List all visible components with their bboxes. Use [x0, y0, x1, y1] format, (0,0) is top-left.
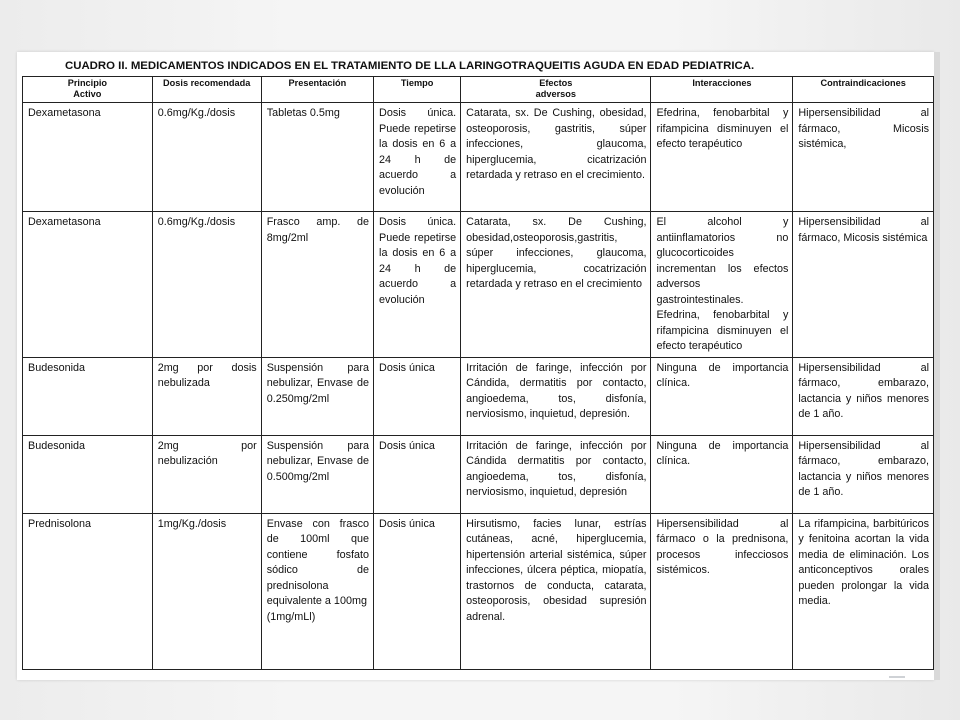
cell-presentacion: Suspensión para nebulizar, Envase de 0.500mg/2ml: [261, 435, 373, 513]
header-contraindicaciones: Contraindicaciones: [793, 77, 934, 103]
table-row: [23, 435, 934, 513]
cell-dosis: 2mg por dosis nebulizada: [152, 357, 261, 435]
page-edge-shadow: [934, 52, 940, 680]
header-principio-line1: Principio: [67, 78, 107, 88]
table-header-row: [23, 77, 934, 103]
cell-efectos: Catarata, sx. De Cushing, obesidad, osteoporosis, gastritis, súper infecciones, glaucoma, hiperglucemia, cicatrización retardada y retraso en el crecimiento.: [461, 103, 651, 212]
cell-dosis: 2mg por nebulización: [152, 435, 261, 513]
header-tiempo: Tiempo: [374, 77, 461, 103]
cell-dosis: 1mg/Kg./dosis: [152, 513, 261, 669]
cell-tiempo: Dosis única: [374, 435, 461, 513]
cell-efectos: Catarata, sx. De Cushing, obesidad,osteoporosis,gastritis, súper infecciones, glaucoma, hiperglucemia, cocatrización retardada y retraso en el crecimiento: [461, 212, 651, 358]
cell-interacciones: Efedrina, fenobarbital y rifampicina disminuyen el efecto terapéutico: [651, 103, 793, 212]
table-row: [23, 357, 934, 435]
cell-principio: Prednisolona: [23, 513, 153, 669]
interacciones-part2: Efedrina, fenobarbital y rifampicina disminuyen el efecto terapéutico: [656, 309, 789, 352]
cell-tiempo: Dosis única: [374, 513, 461, 669]
cell-efectos: Hirsutismo, facies lunar, estrías cutáneas, acné, hiperglucemia, hipertensión arterial sistémica, súper infecciones, úlcera péptica, miopatía, trastornos de conducta, catarata, osteoporosis, obesidad supresión adrenal.: [461, 513, 651, 669]
cell-contraindicaciones: Hipersensibilidad al fármaco, embarazo, lactancia y niños menores de 1 año.: [793, 435, 934, 513]
cell-tiempo: Dosis única. Puede repetirse la dosis en 6 a 24 h de acuerdo a evolución: [374, 212, 461, 358]
table-row: [23, 212, 934, 358]
cell-contraindicaciones: Hipersensibilidad al fármaco, Micosis sistémica,: [793, 103, 934, 212]
cell-dosis: 0.6mg/Kg./dosis: [152, 103, 261, 212]
header-dosis: Dosis recomendada: [152, 77, 261, 103]
interacciones-part1: El alcohol y antiinflamatorios no glucocorticoides incrementan los efectos adversos gastrointestinales.: [656, 216, 789, 306]
cell-principio: Budesonida: [23, 357, 153, 435]
cell-presentacion: [261, 513, 373, 669]
cell-tiempo: Dosis única: [374, 357, 461, 435]
table-row: [23, 513, 934, 669]
cell-presentacion: Frasco amp. de 8mg/2ml: [261, 212, 373, 358]
presentacion-part2: (1mg/mLl): [266, 610, 316, 623]
header-efectos-line2: adversos: [535, 89, 576, 99]
header-interacciones: Interacciones: [651, 77, 793, 103]
cell-principio: Dexametasona: [23, 103, 153, 212]
cell-contraindicaciones: Hipersensibilidad al fármaco, Micosis sistémica: [793, 212, 934, 358]
cell-interacciones: Ninguna de importancia clínica.: [651, 357, 793, 435]
slide-corner-mark: [889, 676, 905, 678]
cell-presentacion: Suspensión para nebulizar, Envase de 0.250mg/2ml: [261, 357, 373, 435]
cell-efectos: Irritación de faringe, infección por Cándida dermatitis por contacto, angioedema, tos, disfonía, nerviosismo, inquietud, depresión: [461, 435, 651, 513]
cell-interacciones: Hipersensibilidad al fármaco o la prednisona, procesos infecciosos sistémicos.: [651, 513, 793, 669]
cell-interacciones: [651, 212, 793, 358]
cell-presentacion: Tabletas 0.5mg: [261, 103, 373, 212]
header-principio-line2: Activo: [73, 89, 102, 99]
cell-principio: Dexametasona: [23, 212, 153, 358]
header-efectos-line1: Efectos: [539, 78, 573, 88]
cell-efectos: Irritación de faringe, infección por Cándida, dermatitis por contacto, angioedema, tos, disfonía, nerviosismo, inquietud, depresión.: [461, 357, 651, 435]
document-image: [17, 52, 934, 680]
cell-contraindicaciones: Hipersensibilidad al fármaco, embarazo, lactancia y niños menores de 1 año.: [793, 357, 934, 435]
medication-table: [22, 76, 934, 670]
table-row: [23, 103, 934, 212]
table-title: CUADRO II. MEDICAMENTOS INDICADOS EN EL TRATAMIENTO DE LLA LARINGOTRAQUEITIS AGUDA EN EDAD PEDIATRICA.: [65, 60, 755, 72]
header-efectos-adversos: [461, 77, 651, 103]
cell-interacciones: Ninguna de importancia clínica.: [651, 435, 793, 513]
cell-tiempo: Dosis única. Puede repetirse la dosis en 6 a 24 h de acuerdo a evolución: [374, 103, 461, 212]
cell-dosis: 0.6mg/Kg./dosis: [152, 212, 261, 358]
cell-principio: Budesonida: [23, 435, 153, 513]
presentacion-part1: Envase con frasco de 100ml que contiene fosfato sódico de prednisolona equivalente a 100mg: [266, 517, 370, 607]
header-principio-activo: [23, 77, 153, 103]
header-presentacion: Presentación: [261, 77, 373, 103]
cell-contraindicaciones: La rifampicina, barbitúricos y fenitoina acortan la vida media de eliminación. Los anticonceptivos orales pueden prolongar la vida media.: [793, 513, 934, 669]
